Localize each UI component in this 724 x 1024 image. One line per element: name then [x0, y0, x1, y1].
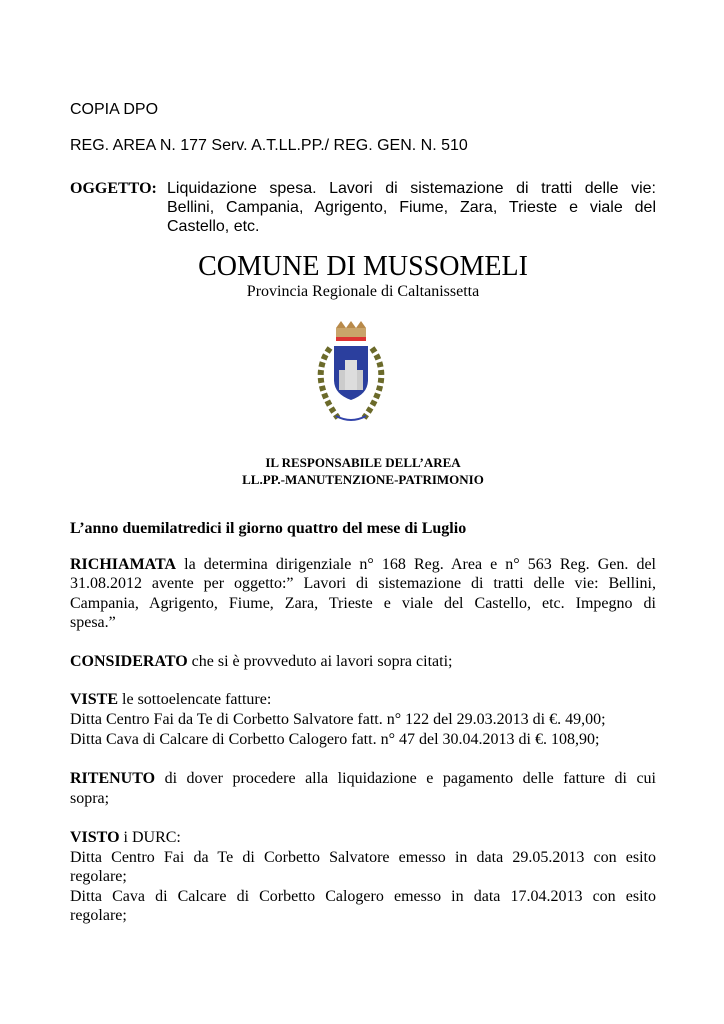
- considerato-line: CONSIDERATO che si è provveduto ai lavori sopra citati;: [70, 653, 453, 670]
- oggetto-label: OGGETTO:: [70, 180, 157, 197]
- richiamata-line: 31.08.2012 avente per oggetto:” Lavori di sistemazione di tratti delle vie: Bellini,: [70, 575, 656, 592]
- richiamata-line: spesa.”: [70, 614, 116, 631]
- oggetto-line: Bellini, Campania, Agrigento, Fiume, Zara, Trieste e viale del: [167, 199, 656, 216]
- durc-line: regolare;: [70, 907, 127, 924]
- copy-label: COPIA DPO: [70, 101, 159, 118]
- durc-line: regolare;: [70, 868, 127, 885]
- viste-line: VISTE le sottoelencate fatture:: [70, 691, 272, 708]
- richiamata-line: RICHIAMATA la determina dirigenziale n° 168 Reg. Area e n° 563 Reg. Gen. del: [70, 556, 656, 573]
- invoice-item: Ditta Cava di Calcare di Corbetto Calogero fatt. n° 47 del 30.04.2013 di €. 108,90;: [70, 731, 600, 748]
- province-subtitle: Provincia Regionale di Caltanissetta: [246, 283, 480, 300]
- responsabile-heading: IL RESPONSABILE DELL’AREA: [265, 455, 461, 470]
- invoice-item: Ditta Centro Fai da Te di Corbetto Salvatore fatt. n° 122 del 29.03.2013 di €. 49,00;: [70, 711, 606, 728]
- coat-of-arms-icon: [300, 318, 402, 428]
- visto-line: VISTO i DURC:: [70, 829, 181, 846]
- date-line: L’anno duemilatredici il giorno quattro del mese di Luglio: [70, 520, 467, 537]
- durc-line: Ditta Centro Fai da Te di Corbetto Salvatore emesso in data 29.05.2013 con esito: [70, 849, 656, 866]
- oggetto-line: Liquidazione spesa. Lavori di sistemazione di tratti delle vie:: [167, 180, 656, 197]
- registration-number: REG. AREA N. 177 Serv. A.T.LL.PP./ REG. GEN. N. 510: [70, 137, 468, 154]
- oggetto-line: Castello, etc.: [167, 218, 260, 235]
- durc-line: Ditta Cava di Calcare di Corbetto Calogero emesso in data 17.04.2013 con esito: [70, 888, 656, 905]
- area-heading: LL.PP.-MANUTENZIONE-PATRIMONIO: [242, 472, 484, 487]
- comune-title: COMUNE DI MUSSOMELI: [198, 251, 528, 282]
- ritenuto-line: sopra;: [70, 790, 110, 807]
- ritenuto-line: RITENUTO di dover procedere alla liquidazione e pagamento delle fatture di cui: [70, 770, 656, 787]
- richiamata-line: Campania, Agrigento, Fiume, Zara, Trieste e viale del Castello, etc. Impegno di: [70, 595, 656, 612]
